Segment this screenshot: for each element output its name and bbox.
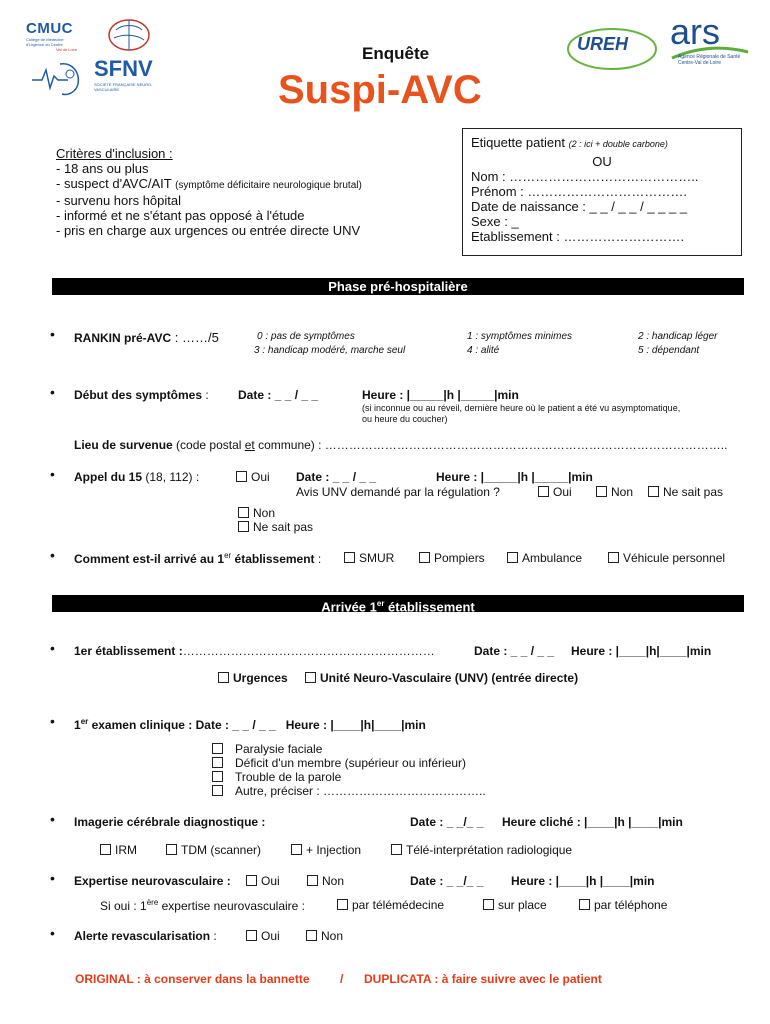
expertise-tele-checkbox[interactable]	[337, 898, 444, 912]
checkbox-icon[interactable]	[212, 743, 223, 754]
debut-label	[74, 388, 209, 402]
checkbox-icon[interactable]	[648, 486, 659, 497]
rankin-scale-5: 5 : dépendant	[638, 345, 700, 356]
ars-logo-text: ars	[670, 11, 721, 52]
checkbox-label: Paralysie faciale	[235, 742, 323, 756]
patient-label-box[interactable]	[462, 128, 742, 256]
checkbox-icon[interactable]	[306, 930, 317, 941]
sfnv-logo-sub: SOCIÉTÉ FRANÇAISE NEURO-VASCULAIRE	[94, 82, 153, 92]
checkbox-icon[interactable]	[538, 486, 549, 497]
checkbox-label: Oui	[261, 929, 280, 943]
checkbox-label: Non	[322, 874, 345, 888]
appel15-label	[74, 470, 199, 484]
expertise-si-oui	[100, 898, 305, 913]
examen-heure-field[interactable]: Heure : |____|h|____|min	[285, 718, 426, 732]
checkbox-label: Unité Neuro-Vasculaire (UNV) (entrée directe)	[320, 671, 579, 685]
checkbox-label: par téléphone	[594, 898, 668, 912]
patient-sexe-field[interactable]: Sexe : _	[471, 214, 519, 229]
arrival-mode-label-sup: er	[224, 551, 232, 560]
imagerie-injection-checkbox[interactable]	[291, 843, 361, 857]
section-arrival-header	[52, 595, 744, 615]
checkbox-label: Oui	[261, 874, 280, 888]
checkbox-icon[interactable]	[212, 757, 223, 768]
alerte-non-checkbox[interactable]	[306, 929, 343, 943]
checkbox-label: Ambulance	[522, 551, 583, 565]
appel15-oui-checkbox[interactable]	[236, 470, 270, 484]
examen-item-parole[interactable]	[212, 770, 341, 784]
expertise-phone-checkbox[interactable]	[579, 898, 667, 912]
checkbox-label: Non	[321, 929, 344, 943]
avis-oui-checkbox[interactable]	[538, 485, 572, 499]
arrival-mode-colon: :	[314, 552, 322, 566]
arrival-vehicule-checkbox[interactable]	[608, 551, 725, 565]
alerte-label-text: Alerte revascularisation	[74, 929, 211, 943]
etab1-unv-checkbox[interactable]	[305, 671, 578, 685]
checkbox-icon[interactable]	[100, 844, 111, 855]
appel15-date-field[interactable]: Date : _ _ / _ _	[296, 470, 377, 484]
checkbox-label: Non	[611, 485, 634, 499]
etab1-urgences-checkbox[interactable]	[218, 671, 288, 685]
appel15-avis-question: Avis UNV demandé par la régulation ?	[296, 485, 500, 499]
footer-separator: /	[340, 972, 344, 986]
rankin-scale-4: 4 : alité	[467, 345, 500, 356]
page-title: Suspi-AVC	[278, 68, 482, 112]
expertise-non-checkbox[interactable]	[307, 874, 344, 888]
checkbox-label: Oui	[553, 485, 572, 499]
lieu-rest-a: (code postal	[172, 438, 245, 452]
appel15-nsp-checkbox[interactable]	[238, 520, 313, 534]
section-prehospital-header: Phase pré-hospitalière	[52, 278, 744, 295]
checkbox-icon[interactable]	[344, 552, 355, 563]
criteria-item-text: - suspect d'AVC/AIT	[56, 176, 172, 191]
checkbox-icon[interactable]	[236, 471, 247, 482]
page-subtitle: Enquête	[362, 44, 430, 63]
examen-label	[74, 717, 426, 732]
expertise-date-field[interactable]: Date : _ _/_ _	[410, 874, 484, 888]
bullet: •	[50, 384, 55, 400]
rankin-scale-0: 0 : pas de symptômes	[257, 331, 355, 342]
checkbox-icon[interactable]	[307, 875, 318, 886]
lieu-rest-b: commune) : ………………………………………………………………………………………..	[254, 438, 728, 452]
checkbox-label: Télé-interprétation radiologique	[406, 843, 573, 857]
imagerie-heure-field[interactable]: Heure cliché : |____|h |____|min	[502, 815, 683, 829]
checkbox-icon[interactable]	[238, 521, 249, 532]
appel15-label-text: Appel du 15	[74, 470, 143, 484]
patient-label-note: (2 : ici + double carbone)	[568, 139, 668, 149]
debut-label-colon: :	[202, 388, 209, 402]
checkbox-label: Pompiers	[434, 551, 485, 565]
bullet: •	[50, 547, 55, 563]
section-arrival-a: Arrivée 1	[321, 599, 377, 615]
rankin-score-field[interactable]: : ……/5	[171, 330, 219, 345]
checkbox-icon[interactable]	[238, 507, 249, 518]
checkbox-label: Urgences	[233, 671, 288, 685]
imagerie-irm-checkbox[interactable]	[100, 843, 137, 857]
arrival-ambulance-checkbox[interactable]	[507, 551, 582, 565]
examen-item-deficit[interactable]	[212, 756, 466, 770]
etab1-label: 1er établissement :	[74, 644, 183, 658]
avis-nsp-checkbox[interactable]	[648, 485, 723, 499]
debut-heure-field[interactable]: Heure : |_____|h |_____|min	[362, 388, 519, 402]
expertise-oui-checkbox[interactable]	[246, 874, 280, 888]
checkbox-icon[interactable]	[596, 486, 607, 497]
appel15-paren: (18, 112) :	[142, 470, 200, 484]
checkbox-icon[interactable]	[419, 552, 430, 563]
checkbox-icon[interactable]	[507, 552, 518, 563]
bullet: •	[50, 925, 55, 941]
criteria-item	[56, 176, 362, 193]
brain-icon	[106, 18, 152, 52]
sfnv-logo-text: SFNV	[94, 56, 153, 81]
patient-etablissement-field[interactable]: Etablissement : ……………………….	[471, 229, 685, 244]
ureh-logo-text: UREH	[577, 34, 629, 54]
footer-duplicata: DUPLICATA : à faire suivre avec le patient	[364, 972, 602, 986]
checkbox-icon[interactable]	[579, 899, 590, 910]
appel15-non-checkbox[interactable]	[238, 506, 275, 520]
alerte-oui-checkbox[interactable]	[246, 929, 280, 943]
bullet: •	[50, 326, 55, 342]
arrival-mode-label-b: établissement	[231, 552, 315, 566]
arrival-mode-label-a: Comment est-il arrivé au 1	[74, 552, 225, 566]
examen-label-b: examen clinique :	[88, 718, 196, 732]
examen-label-sup: er	[80, 717, 89, 726]
examen-item-autre[interactable]	[212, 784, 486, 798]
criteria-item: - survenu hors hôpital	[56, 193, 182, 208]
arrival-pompiers-checkbox[interactable]	[419, 551, 485, 565]
checkbox-icon[interactable]	[246, 875, 257, 886]
checkbox-label: Ne sait pas	[253, 520, 314, 534]
lieu-field[interactable]	[74, 438, 727, 452]
patient-label-heading	[471, 135, 733, 152]
imagerie-label: Imagerie cérébrale diagnostique :	[74, 815, 266, 829]
etab1-dots: ………………………………………………………	[182, 644, 435, 658]
cmuc-logo-sub: Collège de Médecine d'Urgence du Centre	[26, 37, 64, 47]
imagerie-tele-checkbox[interactable]	[391, 843, 572, 857]
lieu-label: Lieu de survenue	[74, 438, 173, 452]
checkbox-label: Ne sait pas	[663, 485, 724, 499]
expertise-place-checkbox[interactable]	[483, 898, 547, 912]
ureh-logo	[565, 24, 659, 74]
etab1-heure-field[interactable]: Heure : |____|h|____|min	[571, 644, 712, 658]
checkbox-label: SMUR	[359, 551, 395, 565]
checkbox-icon[interactable]	[305, 672, 316, 683]
debut-date-field[interactable]: Date : _ _ / _ _	[238, 388, 319, 402]
checkbox-label: Non	[253, 506, 276, 520]
patient-prenom-field[interactable]: Prénom : ……………………………….	[471, 184, 687, 199]
etab1-field[interactable]	[74, 644, 435, 658]
checkbox-icon[interactable]	[218, 672, 229, 683]
debut-label-text: Début des symptômes	[74, 388, 203, 402]
cmuc-logo	[26, 20, 86, 100]
avis-non-checkbox[interactable]	[596, 485, 633, 499]
bullet: •	[50, 870, 55, 886]
criteria-item: - 18 ans ou plus	[56, 161, 149, 176]
criteria-item: - pris en charge aux urgences ou entrée directe UNV	[56, 223, 361, 238]
rankin-scale-3: 3 : handicap modéré, marche seul	[254, 345, 406, 356]
checkbox-icon[interactable]	[212, 771, 223, 782]
rankin-label	[74, 330, 219, 345]
checkbox-label: Déficit d'un membre (supérieur ou inférieur)	[235, 756, 467, 770]
imagerie-date-field[interactable]: Date : _ _/_ _	[410, 815, 484, 829]
checkbox-label: Trouble de la parole	[235, 770, 342, 784]
checkbox-icon[interactable]	[291, 844, 302, 855]
si-oui-sup: ère	[146, 898, 159, 907]
section-arrival-b: établissement	[384, 599, 475, 615]
ars-logo	[670, 11, 750, 72]
criteria-item: - informé et ne s'étant pas opposé à l'étude	[56, 208, 305, 223]
checkbox-icon[interactable]	[608, 552, 619, 563]
rankin-label-text: RANKIN pré-AVC	[74, 331, 172, 345]
cmuc-logo-sub2: Val de Loire	[56, 47, 78, 52]
examen-date-field[interactable]: Date : _ _ / _ _	[195, 718, 276, 732]
bullet: •	[50, 811, 55, 827]
examen-label-a: 1	[74, 718, 81, 732]
checkbox-icon[interactable]	[246, 930, 257, 941]
bullet: •	[50, 713, 55, 729]
debut-note-2: ou heure du coucher)	[362, 414, 448, 424]
criteria-heading: Critères d'inclusion :	[56, 146, 173, 161]
lieu-rest-et: et	[244, 438, 255, 452]
expertise-heure-field[interactable]: Heure : |____|h |____|min	[511, 874, 655, 888]
patient-ou: OU	[592, 154, 612, 169]
si-oui-b: expertise neurovasculaire :	[158, 899, 306, 913]
debut-note-1: (si inconnue ou au réveil, dernière heure où le patient a été vu asymptomatique,	[362, 403, 681, 413]
criteria-item-note: (symptôme déficitaire neurologique brutal)	[175, 180, 362, 191]
footer-original: ORIGINAL : à conserver dans la bannette	[75, 972, 310, 986]
alerte-colon: :	[210, 929, 217, 943]
rankin-scale-1: 1 : symptômes minimes	[467, 331, 573, 342]
examen-item-paralysie[interactable]	[212, 742, 322, 756]
checkbox-label: Véhicule personnel	[623, 551, 726, 565]
checkbox-label: Autre, préciser : …………………………………..	[235, 784, 486, 798]
checkbox-label: Oui	[251, 470, 270, 484]
cmuc-logo-text: CMUC	[26, 20, 73, 37]
checkbox-icon[interactable]	[483, 899, 494, 910]
imagerie-tdm-checkbox[interactable]	[166, 843, 261, 857]
expertise-label: Expertise neurovasculaire :	[74, 874, 231, 888]
appel15-heure-field[interactable]: Heure : |_____|h |_____|min	[436, 470, 593, 484]
alerte-label	[74, 929, 217, 943]
patient-nom-field[interactable]: Nom : ……………………………………..	[471, 169, 699, 184]
section-arrival-sup: er	[376, 599, 385, 608]
checkbox-icon[interactable]	[166, 844, 177, 855]
arrival-smur-checkbox[interactable]	[344, 551, 394, 565]
patient-birthdate-field[interactable]: Date de naissance : _ _ / _ _ / _ _ _ _	[471, 199, 688, 214]
cmuc-emblem-icon	[28, 56, 84, 98]
checkbox-icon[interactable]	[391, 844, 402, 855]
bullet: •	[50, 640, 55, 656]
patient-label-text: Etiquette patient	[471, 135, 565, 150]
checkbox-label: par télémédecine	[352, 898, 445, 912]
checkbox-label: sur place	[498, 898, 547, 912]
arrival-mode-label	[74, 551, 321, 566]
si-oui-a: Si oui : 1	[100, 899, 147, 913]
bullet: •	[50, 466, 55, 482]
checkbox-label: + Injection	[306, 843, 362, 857]
sfnv-logo	[92, 18, 167, 98]
etab1-date-field[interactable]: Date : _ _ / _ _	[474, 644, 555, 658]
ars-logo-sub: Agence Régionale de Santé Centre-Val de Loire	[678, 54, 741, 66]
rankin-scale-2: 2 : handicap léger	[638, 331, 718, 342]
checkbox-label: TDM (scanner)	[181, 843, 262, 857]
checkbox-icon[interactable]	[212, 785, 223, 796]
checkbox-icon[interactable]	[337, 899, 348, 910]
inclusion-criteria	[56, 146, 362, 238]
checkbox-label: IRM	[115, 843, 137, 857]
